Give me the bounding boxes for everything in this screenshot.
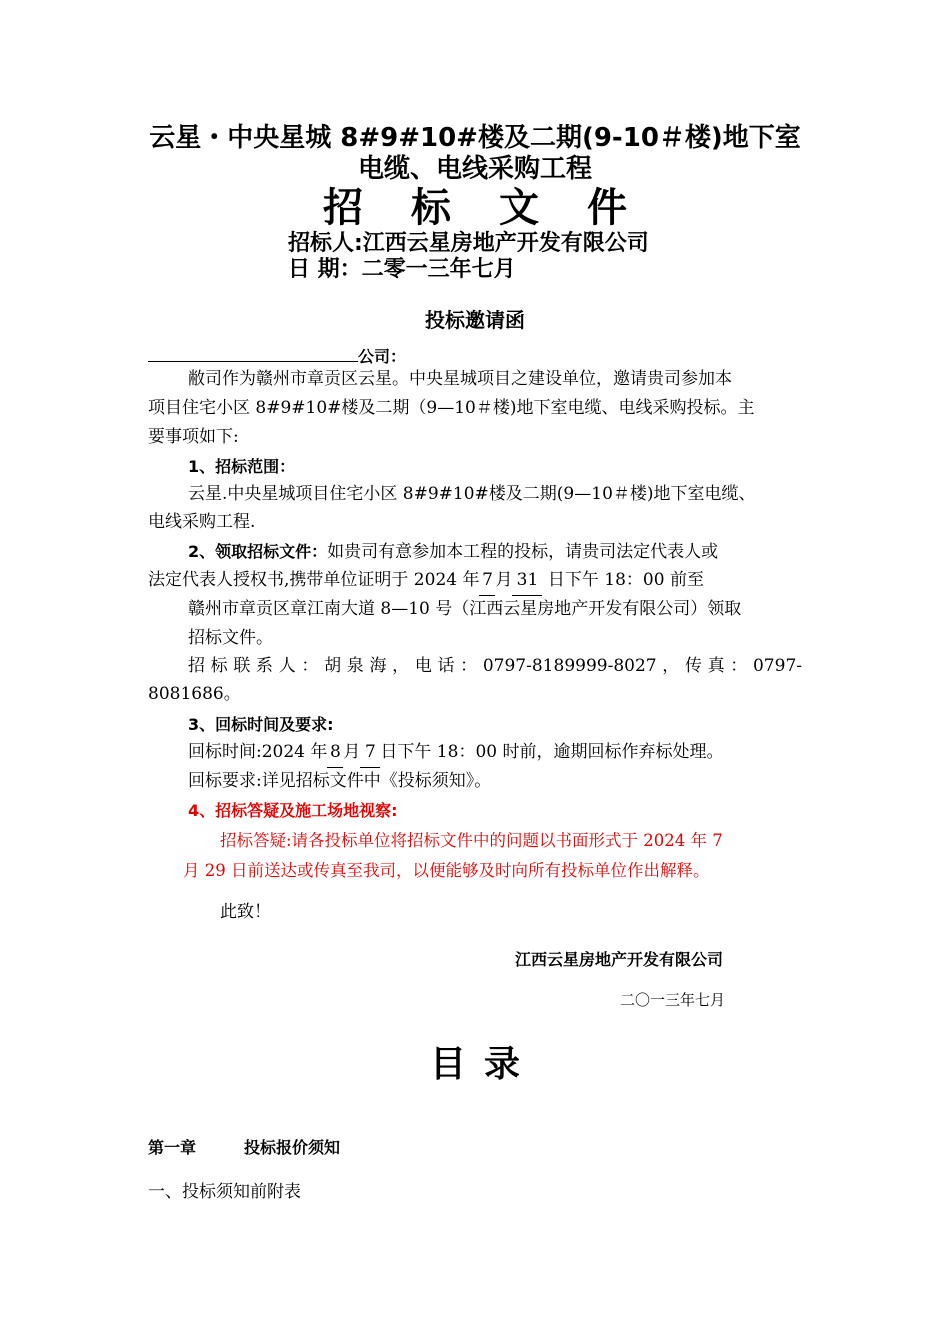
section2-line-2: [148, 566, 704, 596]
doc-title-big: 招标文件: [323, 185, 675, 231]
toc-item-1: 一、投标须知前附表: [148, 1182, 301, 1202]
s3-time-a: 回标时间:2024 年: [188, 742, 328, 762]
addressee-suffix: 公司：: [358, 347, 407, 366]
intro-line-2: 项目住宅小区 8#9#10#楼及二期（9—10＃楼)地下室电缆、电线采购投标。主: [148, 398, 755, 418]
issue-date: 日 期：二零一三年七月: [288, 257, 516, 282]
section2-line-3: 赣州市章贡区章江南大道 8—10 号（江西云星房地产开发有限公司）领取: [188, 599, 742, 619]
s3-time-c: 日下午 18：00 时前，逾期回标作弃标处理。: [380, 742, 724, 762]
s2-line2-c: 日下午 18：00 前至: [542, 570, 704, 590]
doc-title-line2: 电缆、电线采购工程: [357, 154, 592, 184]
section3-requirement: 回标要求:详见招标文件中《投标须知》。: [188, 771, 492, 791]
signature-company: 江西云星房地产开发有限公司: [515, 950, 724, 969]
intro-line-3: 要事项如下:: [148, 427, 239, 447]
section2-line-1: [188, 537, 718, 567]
section4-line-1: 招标答疑:请各投标单位将招标文件中的问题以书面形式于 2024 年 7: [220, 831, 723, 850]
toc-chapter1-title: 投标报价须知: [244, 1138, 341, 1157]
section2-heading: 2、领取招标文件：: [188, 542, 328, 561]
section2-line-4: 招标文件。: [188, 628, 273, 648]
section1-line-2: 电线采购工程.: [148, 512, 256, 532]
s2-month: 7: [479, 566, 495, 596]
contact-line-2: 8081686。: [148, 684, 241, 704]
section1-line-1: 云星.中央星城项目住宅小区 8#9#10#楼及二期(9—10＃楼)地下室电缆、: [188, 484, 756, 504]
section4-heading: 4、招标答疑及施工场地视察:: [188, 801, 398, 820]
contact-line-1-text: 招标联系人：胡泉海，电话：0797-8189999-8027，传真：0797-: [188, 656, 802, 676]
contact-line-1: [188, 652, 802, 681]
section1-heading: 1、招标范围：: [188, 457, 296, 476]
toc-title: 目录: [429, 1044, 538, 1085]
s2-day: 31: [512, 566, 542, 596]
addressee-blank: [148, 347, 358, 362]
s3-month: 8: [327, 738, 343, 768]
signature-date: 二〇一三年七月: [620, 991, 726, 1009]
section2-line1-text: 如贵司有意参加本工程的投标，请贵司法定代表人或: [327, 542, 719, 562]
s2-line2-b: 月: [495, 570, 513, 590]
s3-day: 7: [360, 738, 380, 768]
toc-chapter1-number: 第一章: [148, 1138, 197, 1157]
intro-line-1: 敝司作为赣州市章贡区云星。中央星城项目之建设单位，邀请贵司参加本: [188, 369, 732, 389]
invitation-heading: 投标邀请函: [425, 308, 525, 332]
closing: 此致！: [220, 902, 271, 922]
s3-time-b: 月: [343, 742, 361, 762]
doc-title-line1: 云星・中央星城 8#9#10#楼及二期(9-10＃楼)地下室: [149, 123, 801, 153]
s2-line2-a: 法定代表人授权书,携带单位证明于 2024 年: [148, 570, 480, 590]
section4-line-2: 月 29 日前送达或传真至我司，以便能够及时向所有投标单位作出解释。: [183, 861, 710, 880]
section3-time: [188, 738, 723, 768]
section3-heading: 3、回标时间及要求:: [188, 715, 334, 734]
issuer: 招标人:江西云星房地产开发有限公司: [288, 231, 649, 256]
